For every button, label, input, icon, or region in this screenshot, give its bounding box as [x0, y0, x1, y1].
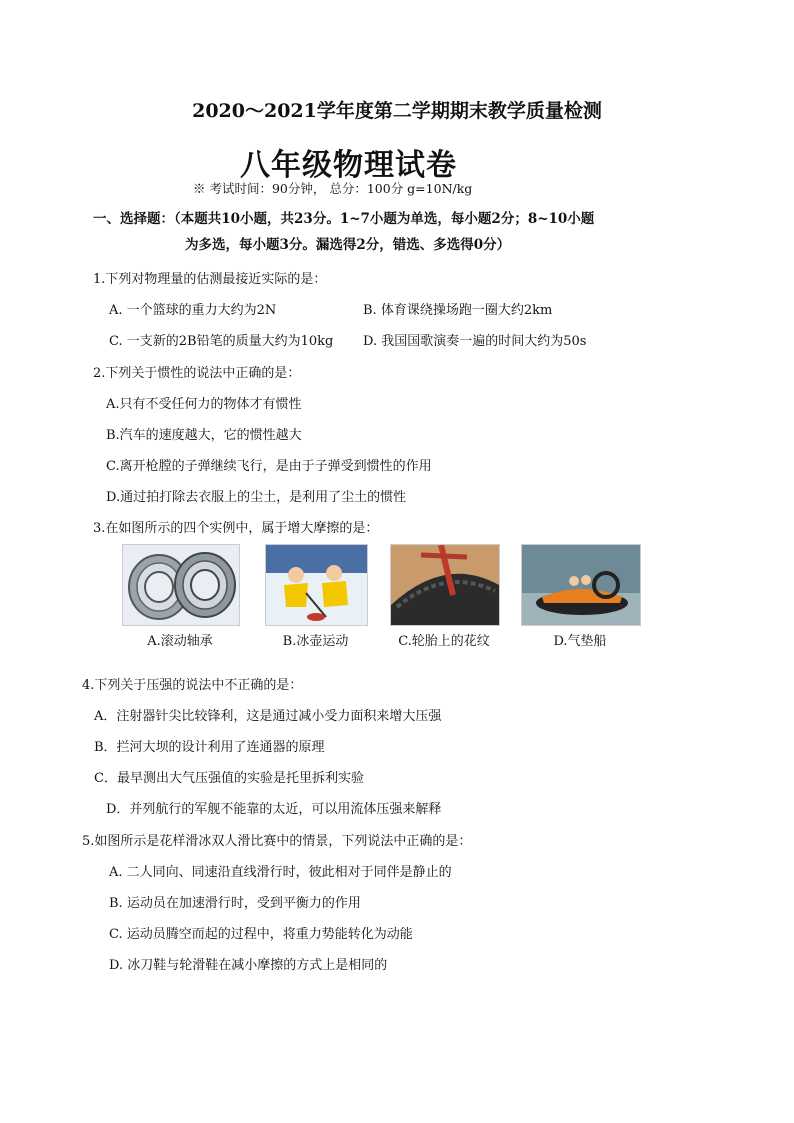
figure-tire-tread [390, 544, 500, 626]
question-2-option-d: D.通过拍打除去衣服上的尘土，是利用了尘土的惯性 [106, 490, 407, 505]
question-4-stem: 4.下列关于压强的说法中不正确的是： [82, 678, 303, 693]
question-1-option-a: A. 一个篮球的重力大约为2N [109, 303, 277, 318]
question-2-option-a: A.只有不受任何力的物体才有惯性 [106, 397, 302, 412]
question-2-option-b: B.汽车的速度越大，它的惯性越大 [106, 428, 302, 443]
question-5-stem: 5.如图所示是花样滑冰双人滑比赛中的情景，下列说法中正确的是： [82, 834, 472, 849]
question-4-option-d: D．并列航行的军舰不能靠的太近，可以用流体压强来解释 [106, 802, 442, 817]
figure-caption-d: D.气垫船 [553, 634, 607, 649]
figure-caption-b: B.冰壶运动 [282, 634, 349, 649]
question-5-option-d: D. 冰刀鞋与轮滑鞋在减小摩擦的方式上是相同的 [109, 958, 388, 973]
question-4-option-a: A．注射器针尖比较锋利，这是通过减小受力面积来增大压强 [94, 709, 442, 724]
question-5-option-a: A. 二人同向、同速沿直线滑行时，彼此相对于同伴是静止的 [109, 865, 452, 880]
question-4-option-b: B．拦河大坝的设计利用了连通器的原理 [94, 740, 325, 755]
question-1-stem: 1.下列对物理量的估测最接近实际的是： [93, 272, 327, 287]
question-1-option-d: D. 我国国歌演奏一遍的时间大约为50s [363, 334, 587, 349]
question-1-option-c: C. 一支新的2B铅笔的质量大约为10kg [109, 334, 334, 349]
question-5-option-c: C. 运动员腾空而起的过程中，将重力势能转化为动能 [109, 927, 413, 942]
figure-caption-c: C.轮胎上的花纹 [398, 634, 490, 649]
section-instruction-line1: 一、选择题：（本题共10小题，共23分。1~7小题为单选，每小题2分；8~10小题 [93, 211, 595, 227]
exam-header-title: 2020～2021学年度第二学期期末教学质量检测 [192, 100, 602, 122]
question-5-option-b: B. 运动员在加速滑行时，受到平衡力的作用 [109, 896, 361, 911]
figure-rolling-bearing [122, 544, 240, 626]
section-instruction-line2: 为多选，每小题3分。漏选得2分，错选、多选得0分） [185, 237, 511, 253]
exam-subject-title: 八年级物理试卷 [240, 148, 457, 183]
question-4-option-c: C．最早测出大气压强值的实验是托里拆利实验 [94, 771, 364, 786]
figure-hovercraft [521, 544, 641, 626]
question-2-stem: 2.下列关于惯性的说法中正确的是： [93, 366, 301, 381]
question-1-option-b: B. 体育课绕操场跑一圈大约2km [363, 303, 553, 318]
question-2-option-c: C.离开枪膛的子弹继续飞行，是由于子弹受到惯性的作用 [106, 459, 432, 474]
exam-info-line: ※ 考试时间：90分钟， 总分：100分 g=10N/kg [193, 181, 473, 196]
figure-curling [265, 544, 368, 626]
question-3-stem: 3.在如图所示的四个实例中，属于增大摩擦的是： [93, 521, 379, 536]
figure-caption-a: A.滚动轴承 [147, 634, 213, 649]
